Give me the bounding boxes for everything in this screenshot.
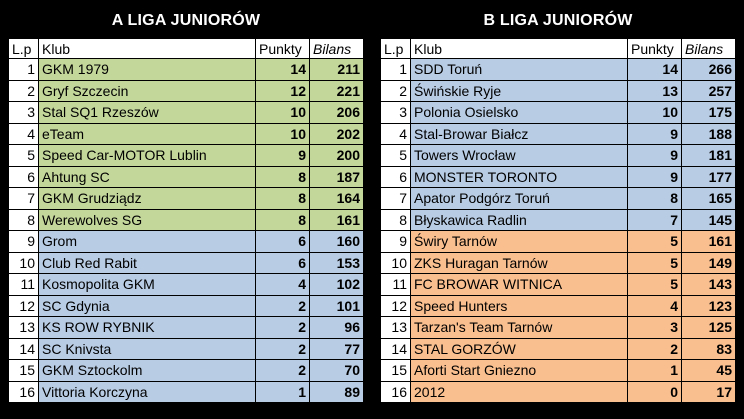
points-cell: 2 <box>256 360 310 382</box>
table-row <box>381 123 736 145</box>
table-row <box>9 123 364 145</box>
balance-cell: 164 <box>310 188 364 210</box>
rank-cell: 3 <box>381 102 411 124</box>
points-cell: 5 <box>628 231 682 253</box>
rank-cell: 8 <box>381 209 411 231</box>
table-row <box>381 295 736 317</box>
table-header-row <box>381 39 736 59</box>
rank-cell: 11 <box>9 274 39 296</box>
balance-cell: 125 <box>682 317 736 339</box>
rank-cell: 13 <box>381 317 411 339</box>
rank-cell: 4 <box>9 123 39 145</box>
league-b-title: B LIGA JUNIORÓW <box>483 12 633 29</box>
table-row <box>381 274 736 296</box>
club-name-cell: STAL GORZÓW <box>411 338 628 360</box>
club-name-cell: Świńskie Ryje <box>411 80 628 102</box>
header-klub: Klub <box>411 39 628 59</box>
club-name-cell: ZKS Huragan Tarnów <box>411 252 628 274</box>
balance-cell: 202 <box>310 123 364 145</box>
balance-cell: 161 <box>682 231 736 253</box>
table-row <box>9 274 364 296</box>
table-row <box>381 381 736 403</box>
rank-cell: 6 <box>381 166 411 188</box>
balance-cell: 165 <box>682 188 736 210</box>
rank-cell: 16 <box>381 381 411 403</box>
table-row <box>381 317 736 339</box>
points-cell: 10 <box>256 123 310 145</box>
league-a-panel <box>8 0 364 403</box>
points-cell: 0 <box>628 381 682 403</box>
league-b-panel <box>380 0 736 403</box>
table-row <box>381 338 736 360</box>
points-cell: 13 <box>628 80 682 102</box>
rank-cell: 9 <box>381 231 411 253</box>
rank-cell: 2 <box>9 80 39 102</box>
balance-cell: 177 <box>682 166 736 188</box>
points-cell: 8 <box>256 188 310 210</box>
club-name-cell: FC BROWAR WITNICA <box>411 274 628 296</box>
points-cell: 12 <box>256 80 310 102</box>
points-cell: 9 <box>628 166 682 188</box>
club-name-cell: 2012 <box>411 381 628 403</box>
club-name-cell: GKM 1979 <box>39 59 256 81</box>
balance-cell: 149 <box>682 252 736 274</box>
balance-cell: 45 <box>682 360 736 382</box>
rank-cell: 11 <box>381 274 411 296</box>
table-row <box>381 80 736 102</box>
balance-cell: 200 <box>310 145 364 167</box>
points-cell: 8 <box>256 209 310 231</box>
balance-cell: 70 <box>310 360 364 382</box>
balance-cell: 83 <box>682 338 736 360</box>
club-name-cell: Błyskawica Radlin <box>411 209 628 231</box>
balance-cell: 89 <box>310 381 364 403</box>
points-cell: 8 <box>256 166 310 188</box>
club-name-cell: SC Gdynia <box>39 295 256 317</box>
points-cell: 5 <box>628 252 682 274</box>
table-row <box>9 381 364 403</box>
club-name-cell: Polonia Osielsko <box>411 102 628 124</box>
points-cell: 9 <box>628 145 682 167</box>
club-name-cell: Aforti Start Gniezno <box>411 360 628 382</box>
balance-cell: 96 <box>310 317 364 339</box>
table-row <box>381 252 736 274</box>
balance-cell: 153 <box>310 252 364 274</box>
rank-cell: 10 <box>381 252 411 274</box>
club-name-cell: Speed Hunters <box>411 295 628 317</box>
points-cell: 3 <box>628 317 682 339</box>
rank-cell: 2 <box>381 80 411 102</box>
balance-cell: 188 <box>682 123 736 145</box>
header-punkty: Punkty <box>256 39 310 59</box>
table-row <box>9 59 364 81</box>
table-row <box>381 360 736 382</box>
table-row <box>9 166 364 188</box>
club-name-cell: eTeam <box>39 123 256 145</box>
rank-cell: 14 <box>381 338 411 360</box>
rank-cell: 15 <box>9 360 39 382</box>
rank-cell: 7 <box>9 188 39 210</box>
balance-cell: 145 <box>682 209 736 231</box>
club-name-cell: Świry Tarnów <box>411 231 628 253</box>
balance-cell: 206 <box>310 102 364 124</box>
rank-cell: 1 <box>9 59 39 81</box>
table-header-row <box>9 39 364 59</box>
table-row <box>381 59 736 81</box>
points-cell: 14 <box>256 59 310 81</box>
club-name-cell: Stal SQ1 Rzeszów <box>39 102 256 124</box>
balance-cell: 160 <box>310 231 364 253</box>
table-row <box>9 295 364 317</box>
club-name-cell: Grom <box>39 231 256 253</box>
club-name-cell: Vittoria Korczyna <box>39 381 256 403</box>
table-row <box>9 360 364 382</box>
points-cell: 5 <box>628 274 682 296</box>
points-cell: 8 <box>628 188 682 210</box>
header-klub: Klub <box>39 39 256 59</box>
points-cell: 9 <box>256 145 310 167</box>
table-row <box>9 145 364 167</box>
rank-cell: 16 <box>9 381 39 403</box>
points-cell: 2 <box>256 295 310 317</box>
club-name-cell: Werewolves SG <box>39 209 256 231</box>
table-row <box>9 80 364 102</box>
rank-cell: 10 <box>9 252 39 274</box>
rank-cell: 5 <box>381 145 411 167</box>
points-cell: 14 <box>628 59 682 81</box>
balance-cell: 77 <box>310 338 364 360</box>
rank-cell: 3 <box>9 102 39 124</box>
balance-cell: 221 <box>310 80 364 102</box>
club-name-cell: KS ROW RYBNIK <box>39 317 256 339</box>
header-bilans: Bilans <box>682 39 736 59</box>
rank-cell: 9 <box>9 231 39 253</box>
club-name-cell: GKM Grudziądz <box>39 188 256 210</box>
points-cell: 1 <box>628 360 682 382</box>
points-cell: 10 <box>628 102 682 124</box>
table-row <box>381 166 736 188</box>
club-name-cell: SDD Toruń <box>411 59 628 81</box>
balance-cell: 266 <box>682 59 736 81</box>
points-cell: 4 <box>256 274 310 296</box>
points-cell: 2 <box>256 317 310 339</box>
balance-cell: 175 <box>682 102 736 124</box>
balance-cell: 143 <box>682 274 736 296</box>
rank-cell: 7 <box>381 188 411 210</box>
league-a-title: A LIGA JUNIORÓW <box>111 12 261 29</box>
balance-cell: 17 <box>682 381 736 403</box>
header-bilans: Bilans <box>310 39 364 59</box>
table-row <box>9 317 364 339</box>
club-name-cell: Ahtung SC <box>39 166 256 188</box>
balance-cell: 211 <box>310 59 364 81</box>
club-name-cell: Tarzan's Team Tarnów <box>411 317 628 339</box>
balance-cell: 102 <box>310 274 364 296</box>
rank-cell: 12 <box>9 295 39 317</box>
header-punkty: Punkty <box>628 39 682 59</box>
header-lp: L.p <box>381 39 411 59</box>
rank-cell: 5 <box>9 145 39 167</box>
league-b-rows <box>381 59 736 403</box>
rank-cell: 1 <box>381 59 411 81</box>
header-lp: L.p <box>9 39 39 59</box>
rank-cell: 15 <box>381 360 411 382</box>
club-name-cell: Speed Car-MOTOR Lublin <box>39 145 256 167</box>
points-cell: 9 <box>628 123 682 145</box>
league-a-rows <box>9 59 364 403</box>
table-row <box>381 102 736 124</box>
balance-cell: 181 <box>682 145 736 167</box>
league-a-table <box>8 38 364 403</box>
points-cell: 6 <box>256 252 310 274</box>
league-b-table <box>380 38 736 403</box>
table-row <box>9 338 364 360</box>
table-row <box>381 145 736 167</box>
table-row <box>381 188 736 210</box>
club-name-cell: Gryf Szczecin <box>39 80 256 102</box>
club-name-cell: Kosmopolita GKM <box>39 274 256 296</box>
rank-cell: 13 <box>9 317 39 339</box>
table-row <box>9 188 364 210</box>
balance-cell: 101 <box>310 295 364 317</box>
rank-cell: 6 <box>9 166 39 188</box>
club-name-cell: MONSTER TORONTO <box>411 166 628 188</box>
club-name-cell: GKM Sztockolm <box>39 360 256 382</box>
table-row <box>9 209 364 231</box>
club-name-cell: Towers Wrocław <box>411 145 628 167</box>
points-cell: 2 <box>256 338 310 360</box>
balance-cell: 161 <box>310 209 364 231</box>
points-cell: 6 <box>256 231 310 253</box>
points-cell: 10 <box>256 102 310 124</box>
table-row <box>9 252 364 274</box>
club-name-cell: SC Knivsta <box>39 338 256 360</box>
club-name-cell: Apator Podgórz Toruń <box>411 188 628 210</box>
balance-cell: 123 <box>682 295 736 317</box>
points-cell: 7 <box>628 209 682 231</box>
balance-cell: 187 <box>310 166 364 188</box>
balance-cell: 257 <box>682 80 736 102</box>
table-row <box>381 209 736 231</box>
points-cell: 1 <box>256 381 310 403</box>
rank-cell: 8 <box>9 209 39 231</box>
table-row <box>381 231 736 253</box>
rank-cell: 12 <box>381 295 411 317</box>
table-row <box>9 231 364 253</box>
points-cell: 4 <box>628 295 682 317</box>
club-name-cell: Stal-Browar Białcz <box>411 123 628 145</box>
club-name-cell: Club Red Rabit <box>39 252 256 274</box>
points-cell: 2 <box>628 338 682 360</box>
rank-cell: 4 <box>381 123 411 145</box>
rank-cell: 14 <box>9 338 39 360</box>
table-row <box>9 102 364 124</box>
